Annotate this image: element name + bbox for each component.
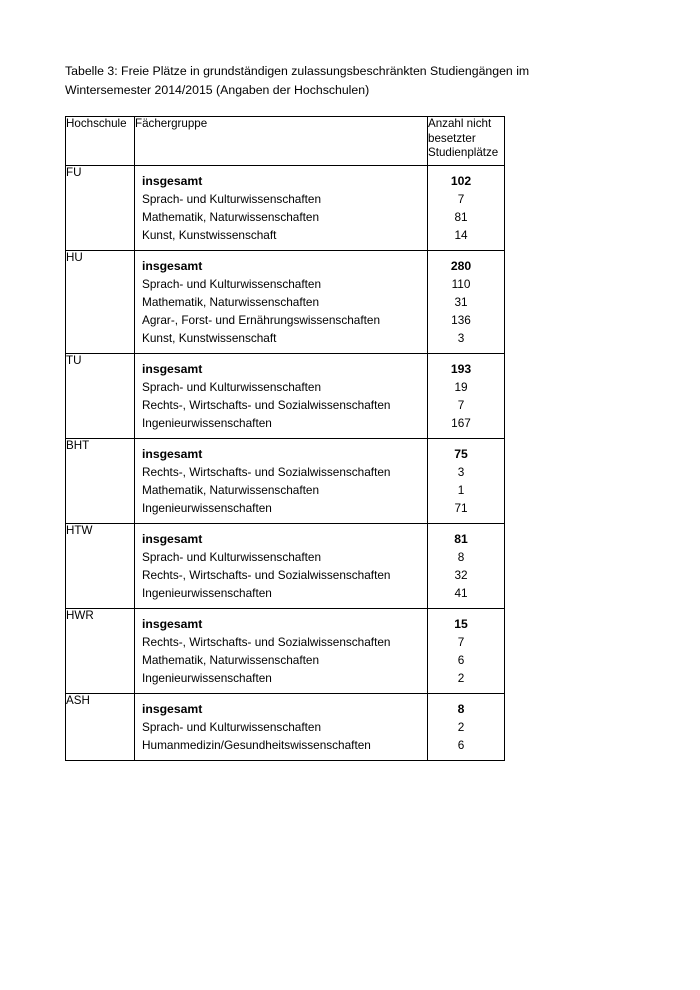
subject-label: Ingenieurwissenschaften	[142, 586, 272, 600]
count-value: 81	[454, 210, 468, 224]
spacer	[428, 347, 504, 353]
spacer	[135, 602, 427, 608]
institution-cell: TU	[66, 354, 135, 439]
subject-label: Mathematik, Naturwissenschaften	[142, 483, 320, 497]
subject-group-cell	[135, 439, 428, 524]
institution-cell: BHT	[66, 439, 135, 524]
subject-group-cell	[135, 251, 428, 354]
table-row	[66, 354, 505, 439]
subject-group-cell	[135, 354, 428, 439]
spacer	[135, 244, 427, 250]
table-row	[66, 609, 505, 694]
subject-label: Rechts-, Wirtschafts- und Sozialwissenschaften	[142, 635, 391, 649]
count-value: 136	[451, 313, 471, 327]
count-cell	[428, 439, 505, 524]
spacer	[135, 754, 427, 760]
count-value: 6	[457, 738, 465, 752]
count-value: 71	[454, 501, 468, 515]
institution-cell: HWR	[66, 609, 135, 694]
subject-total-label: insgesamt	[142, 617, 203, 631]
subject-label: Ingenieurwissenschaften	[142, 501, 272, 515]
table-row	[66, 251, 505, 354]
count-total-value: 75	[454, 447, 468, 461]
count-total-value: 193	[450, 362, 472, 376]
count-value: 41	[454, 586, 468, 600]
table-row	[66, 694, 505, 761]
count-value: 1	[457, 483, 465, 497]
count-value: 32	[454, 568, 468, 582]
count-cell	[428, 524, 505, 609]
table-row	[66, 524, 505, 609]
table-row	[66, 439, 505, 524]
count-cell	[428, 166, 505, 251]
count-value: 2	[457, 671, 465, 685]
institution-cell: HU	[66, 251, 135, 354]
spacer	[428, 517, 504, 523]
count-value: 31	[454, 295, 468, 309]
subject-label: Sprach- und Kulturwissenschaften	[142, 380, 322, 394]
count-total-value: 8	[457, 702, 465, 716]
subject-label: Sprach- und Kulturwissenschaften	[142, 192, 322, 206]
subject-label: Kunst, Kunstwissenschaft	[142, 228, 277, 242]
count-cell	[428, 354, 505, 439]
subject-label: Mathematik, Naturwissenschaften	[142, 295, 320, 309]
table-row	[66, 166, 505, 251]
table-header-row	[66, 117, 505, 166]
count-value: 167	[451, 416, 471, 430]
spacer	[428, 754, 504, 760]
subject-label: Agrar-, Forst- und Ernährungswissenschaften	[142, 313, 381, 327]
header-subject-group: Fächergruppe	[135, 117, 428, 166]
subject-label: Mathematik, Naturwissenschaften	[142, 210, 320, 224]
count-cell	[428, 694, 505, 761]
spacer	[135, 687, 427, 693]
subject-label: Rechts-, Wirtschafts- und Sozialwissenschaften	[142, 465, 391, 479]
subject-label: Rechts-, Wirtschafts- und Sozialwissenschaften	[142, 568, 391, 582]
subject-total-label: insgesamt	[142, 532, 203, 546]
count-cell	[428, 251, 505, 354]
subject-label: Ingenieurwissenschaften	[142, 416, 272, 430]
subject-label: Ingenieurwissenschaften	[142, 671, 272, 685]
subject-label: Humanmedizin/Gesundheitswissenschaften	[142, 738, 371, 752]
count-total-value: 280	[450, 259, 472, 273]
table-caption: Tabelle 3: Freie Plätze in grundständigen zulassungsbeschränkten Studiengängen im Wintersemester 2014/2015 (Angaben der Hochschulen)	[65, 64, 530, 97]
spacer	[135, 347, 427, 353]
spacer	[135, 432, 427, 438]
subject-label: Rechts-, Wirtschafts- und Sozialwissenschaften	[142, 398, 391, 412]
count-value: 2	[457, 720, 465, 734]
subject-total-label: insgesamt	[142, 702, 203, 716]
subject-group-cell	[135, 166, 428, 251]
institution-cell: HTW	[66, 524, 135, 609]
header-count: Anzahl nicht besetzter Studienplätze	[428, 117, 505, 166]
subject-group-cell	[135, 694, 428, 761]
subject-label: Sprach- und Kulturwissenschaften	[142, 550, 322, 564]
subject-label: Sprach- und Kulturwissenschaften	[142, 277, 322, 291]
free-places-table	[65, 116, 505, 761]
subject-total-label: insgesamt	[142, 362, 203, 376]
subject-total-label: insgesamt	[142, 174, 203, 188]
table-body	[66, 117, 505, 761]
count-value: 7	[457, 635, 465, 649]
subject-label: Kunst, Kunstwissenschaft	[142, 331, 277, 345]
count-total-value: 15	[454, 617, 468, 631]
count-value: 14	[454, 228, 468, 242]
header-institution: Hochschule	[66, 117, 135, 166]
subject-total-label: insgesamt	[142, 447, 203, 461]
count-value: 7	[457, 192, 465, 206]
count-value: 19	[454, 380, 468, 394]
count-value: 110	[451, 277, 471, 291]
spacer	[428, 602, 504, 608]
count-value: 6	[457, 653, 465, 667]
subject-label: Sprach- und Kulturwissenschaften	[142, 720, 322, 734]
count-value: 7	[457, 398, 465, 412]
subject-label: Mathematik, Naturwissenschaften	[142, 653, 320, 667]
subject-total-label: insgesamt	[142, 259, 203, 273]
count-total-value: 81	[454, 532, 468, 546]
institution-cell: ASH	[66, 694, 135, 761]
spacer	[428, 432, 504, 438]
spacer	[428, 244, 504, 250]
spacer	[428, 687, 504, 693]
count-total-value: 102	[450, 174, 472, 188]
subject-group-cell	[135, 609, 428, 694]
subject-group-cell	[135, 524, 428, 609]
spacer	[135, 517, 427, 523]
count-value: 8	[457, 550, 465, 564]
count-cell	[428, 609, 505, 694]
count-value: 3	[457, 331, 465, 345]
institution-cell: FU	[66, 166, 135, 251]
count-value: 3	[457, 465, 465, 479]
